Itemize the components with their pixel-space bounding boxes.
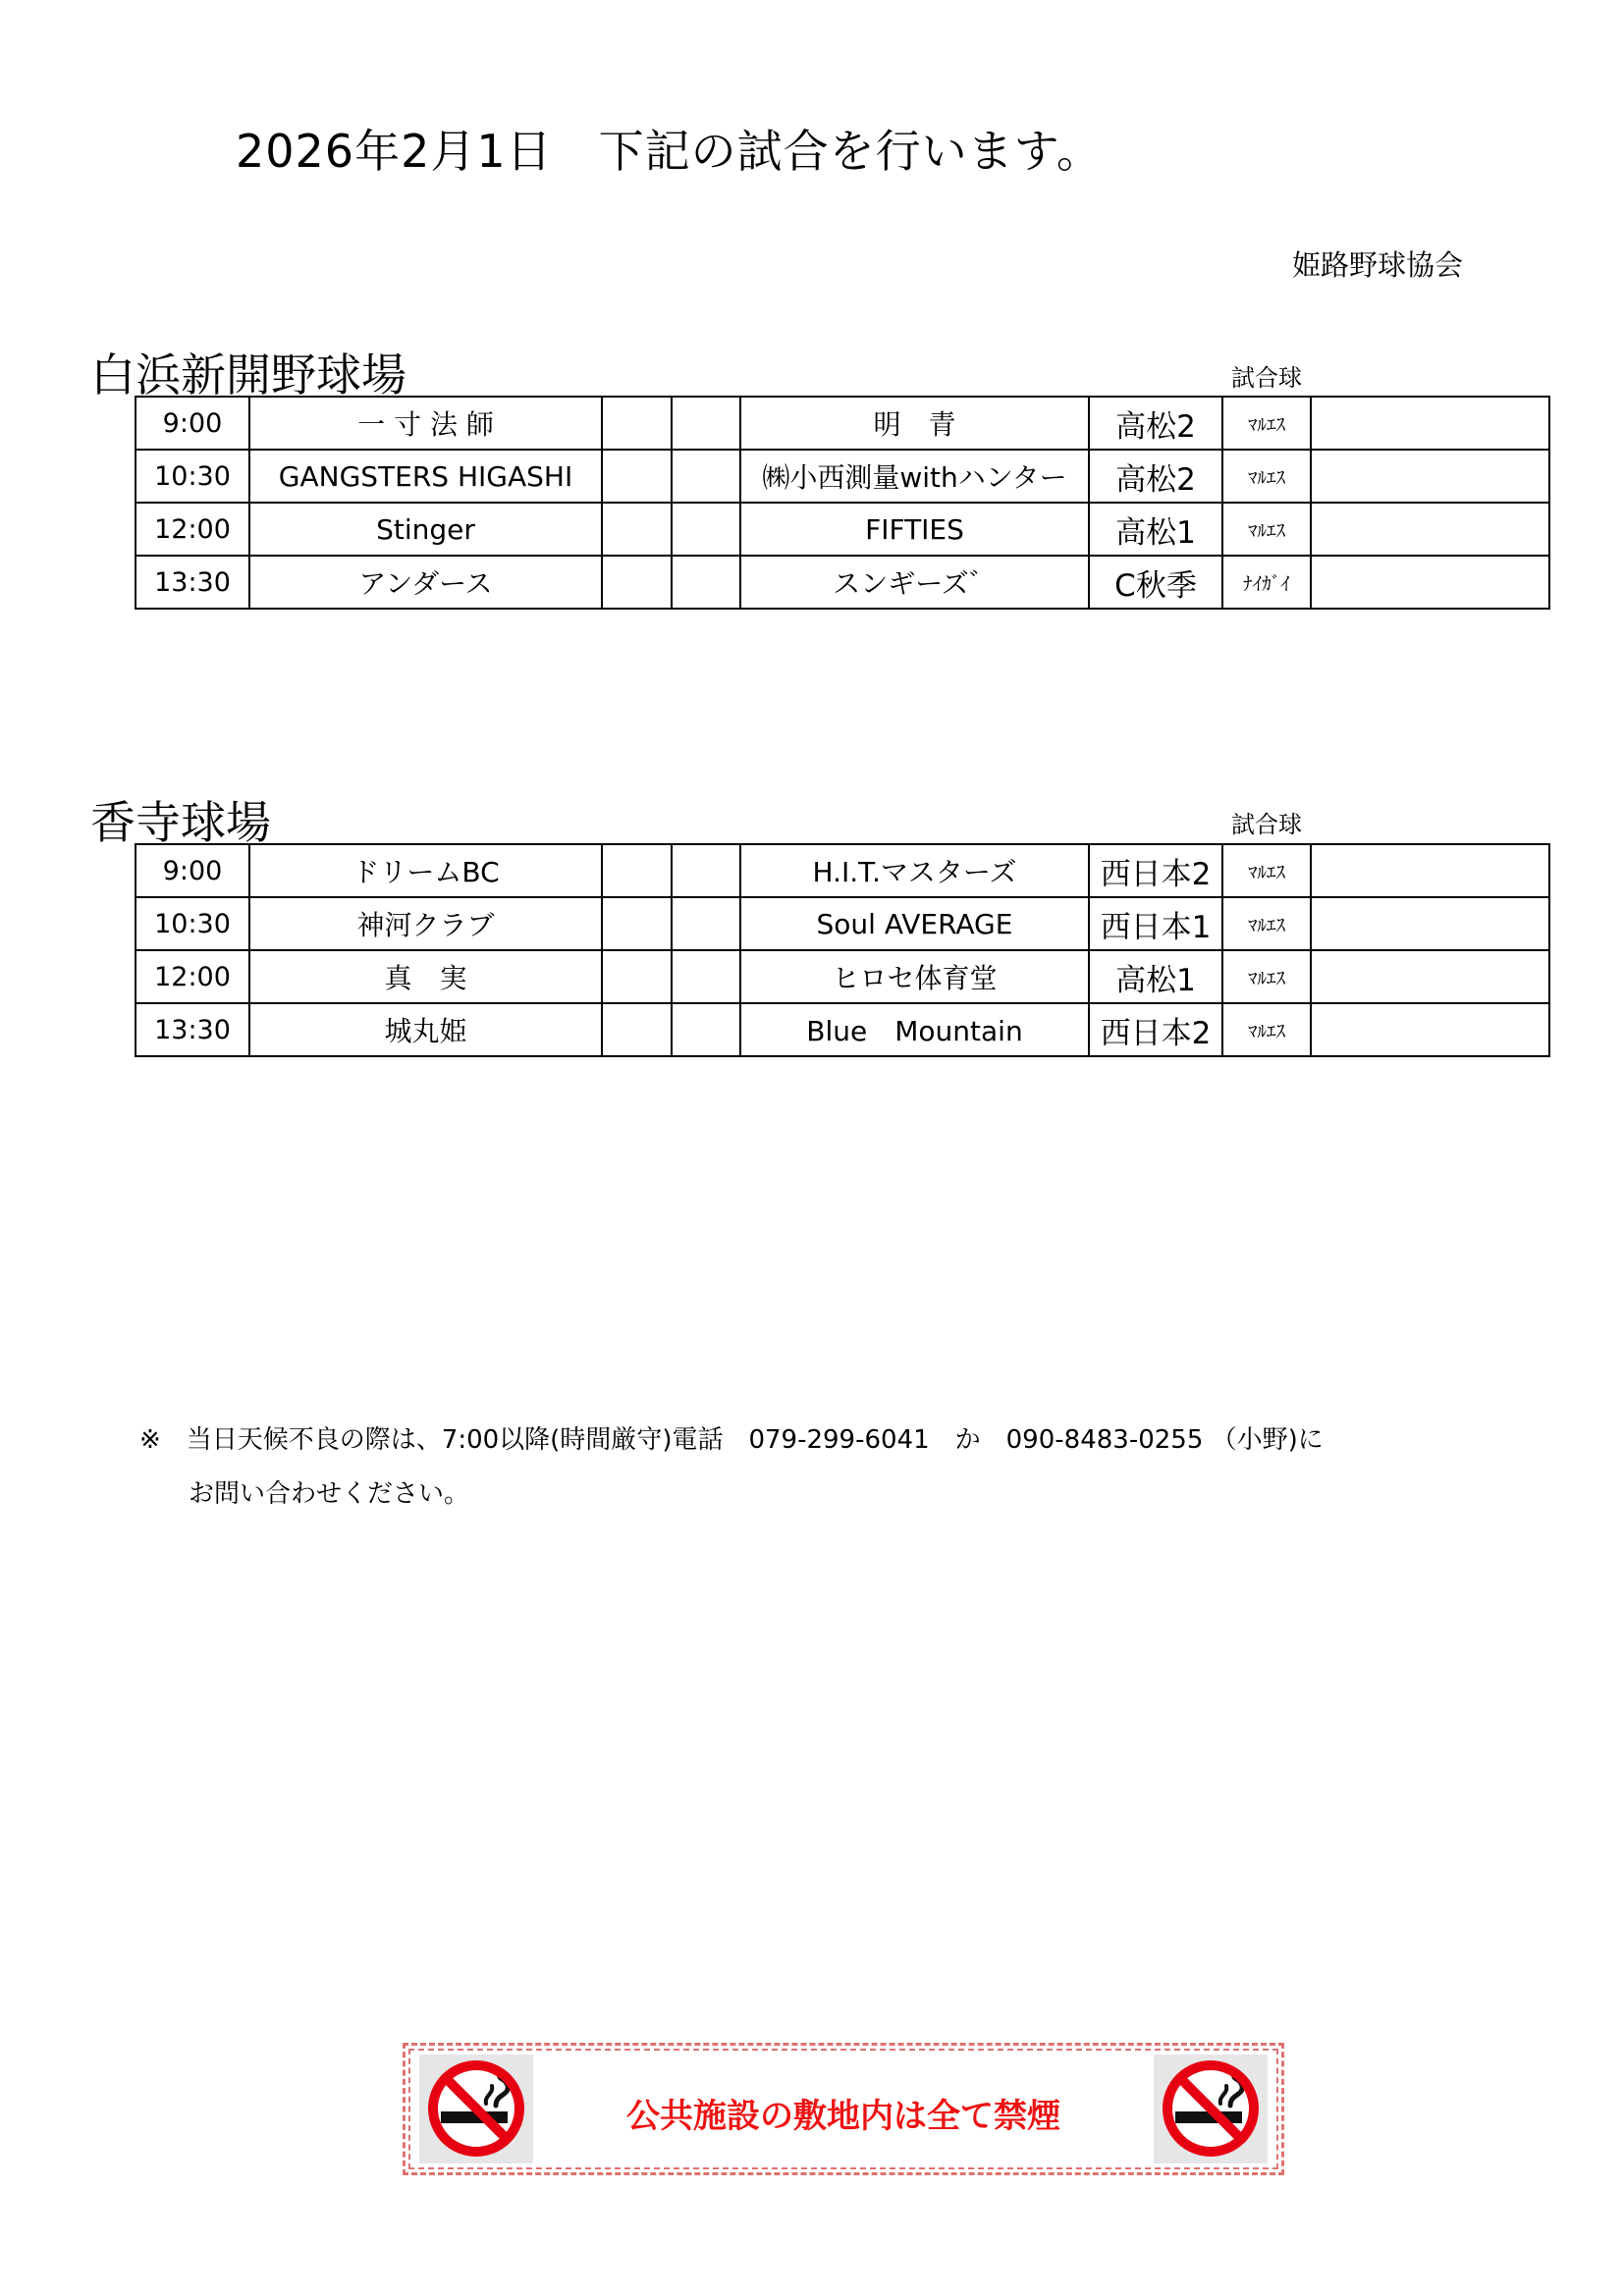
score-cell xyxy=(672,950,740,1003)
ball-cell: ﾏﾙｴｽ xyxy=(1222,844,1311,897)
team-away: スンギーズ゛ xyxy=(740,556,1089,609)
field-cell: 西日本1 xyxy=(1089,897,1222,950)
team-away: Blue Mountain xyxy=(740,1003,1089,1056)
team-away: 明 青 xyxy=(740,397,1089,450)
blank-cell xyxy=(1311,503,1549,556)
ball-cell: ﾏﾙｴｽ xyxy=(1222,397,1311,450)
table-row xyxy=(135,950,1549,1003)
game-time: 10:30 xyxy=(135,897,249,950)
team-home: GANGSTERS HIGASHI xyxy=(249,450,602,503)
game-time: 13:30 xyxy=(135,556,249,609)
ball-cell: ﾏﾙｴｽ xyxy=(1222,503,1311,556)
table-row xyxy=(135,503,1549,556)
score-cell xyxy=(602,950,672,1003)
ball-cell: ﾏﾙｴｽ xyxy=(1222,897,1311,950)
score-cell xyxy=(602,897,672,950)
page-title: 2026年2月1日 下記の試合を行います。 xyxy=(236,125,1103,178)
ball-cell: ﾅｲｶﾞｲ xyxy=(1222,556,1311,609)
schedule-table-kodera xyxy=(135,843,1550,1057)
score-cell xyxy=(672,450,740,503)
blank-cell xyxy=(1311,950,1549,1003)
team-away: Soul AVERAGE xyxy=(740,897,1089,950)
team-away: FIFTIES xyxy=(740,503,1089,556)
table-row xyxy=(135,450,1549,503)
ball-label-shirahama: 試合球 xyxy=(1231,364,1302,392)
table-row xyxy=(135,844,1549,897)
ball-cell: ﾏﾙｴｽ xyxy=(1222,1003,1311,1056)
game-time: 12:00 xyxy=(135,503,249,556)
game-time: 12:00 xyxy=(135,950,249,1003)
team-home: 神河クラブ xyxy=(249,897,602,950)
field-cell: C秋季 xyxy=(1089,556,1222,609)
venue-title-shirahama: 白浜新開野球場 xyxy=(90,348,406,401)
venue-title-kodera: 香寺球場 xyxy=(90,796,271,849)
weather-note-line1: ※ 当日天候不良の際は、7:00以降(時間厳守)電話 079-299-6041 か 090-8483-0255 （小野)に xyxy=(139,1425,1324,1455)
score-cell xyxy=(602,503,672,556)
blank-cell xyxy=(1311,450,1549,503)
team-home: アンダース xyxy=(249,556,602,609)
field-cell: 西日本2 xyxy=(1089,1003,1222,1056)
score-cell xyxy=(672,556,740,609)
blank-cell xyxy=(1311,1003,1549,1056)
game-time: 13:30 xyxy=(135,1003,249,1056)
table-row xyxy=(135,1003,1549,1056)
weather-note-line2: お問い合わせください。 xyxy=(189,1479,470,1509)
score-cell xyxy=(672,897,740,950)
no-smoking-icon xyxy=(1154,2055,1268,2163)
blank-cell xyxy=(1311,844,1549,897)
game-time: 10:30 xyxy=(135,450,249,503)
team-home: Stinger xyxy=(249,503,602,556)
team-away: H.I.T.マスターズ xyxy=(740,844,1089,897)
ball-cell: ﾏﾙｴｽ xyxy=(1222,450,1311,503)
table-row xyxy=(135,556,1549,609)
team-home: ドリームBC xyxy=(249,844,602,897)
schedule-table-shirahama xyxy=(135,396,1550,610)
team-home: 城丸姫 xyxy=(249,1003,602,1056)
score-cell xyxy=(672,397,740,450)
team-away: ㈱小西測量withハンター xyxy=(740,450,1089,503)
blank-cell xyxy=(1311,897,1549,950)
blank-cell xyxy=(1311,556,1549,609)
score-cell xyxy=(602,1003,672,1056)
score-cell xyxy=(672,503,740,556)
field-cell: 高松2 xyxy=(1089,450,1222,503)
field-cell: 高松2 xyxy=(1089,397,1222,450)
ball-label-kodera: 試合球 xyxy=(1231,811,1302,838)
score-cell xyxy=(602,556,672,609)
team-away: ヒロセ体育堂 xyxy=(740,950,1089,1003)
field-cell: 高松1 xyxy=(1089,503,1222,556)
score-cell xyxy=(672,1003,740,1056)
game-time: 9:00 xyxy=(135,844,249,897)
score-cell xyxy=(602,844,672,897)
team-home: 真 実 xyxy=(249,950,602,1003)
blank-cell xyxy=(1311,397,1549,450)
no-smoking-text: 公共施設の敷地内は全て禁煙 xyxy=(626,2097,1060,2136)
no-smoking-banner xyxy=(403,2043,1284,2175)
score-cell xyxy=(672,844,740,897)
ball-cell: ﾏﾙｴｽ xyxy=(1222,950,1311,1003)
team-home: 一 寸 法 師 xyxy=(249,397,602,450)
table-row xyxy=(135,397,1549,450)
field-cell: 高松1 xyxy=(1089,950,1222,1003)
table-row xyxy=(135,897,1549,950)
organization-name: 姫路野球協会 xyxy=(1292,248,1464,282)
field-cell: 西日本2 xyxy=(1089,844,1222,897)
score-cell xyxy=(602,397,672,450)
score-cell xyxy=(602,450,672,503)
game-time: 9:00 xyxy=(135,397,249,450)
